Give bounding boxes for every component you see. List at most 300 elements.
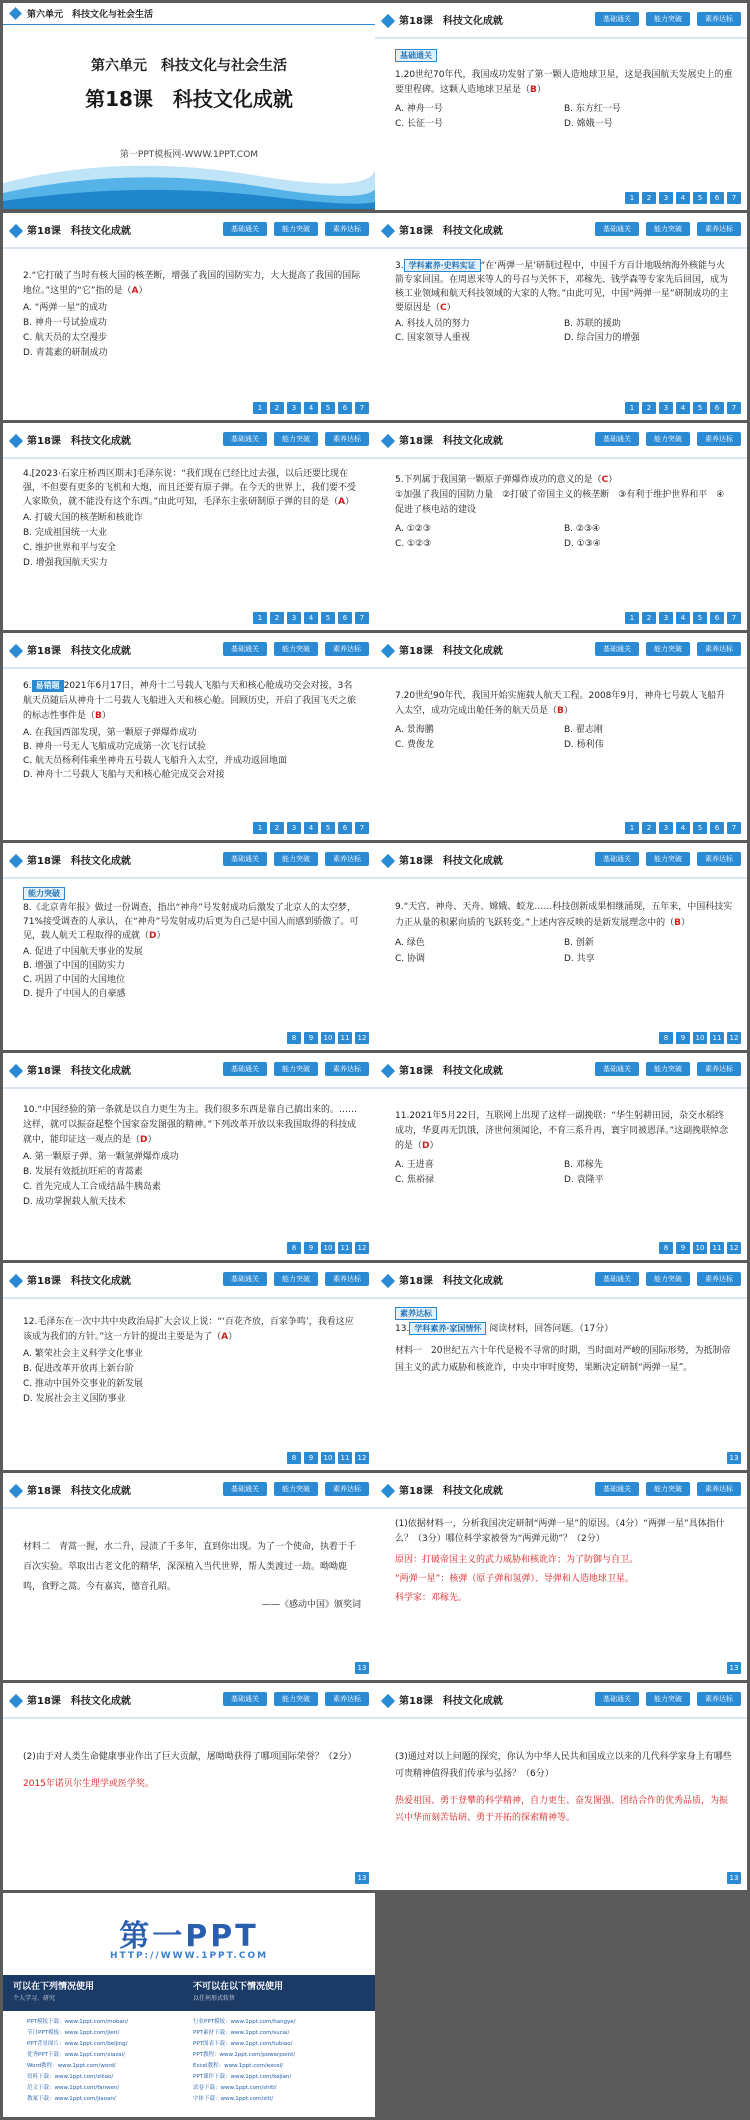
page-link[interactable]: 13 (727, 1662, 741, 1674)
tab-basic[interactable]: 基础通关 (595, 1062, 639, 1076)
tab-literacy[interactable]: 素养达标 (325, 852, 369, 866)
q10-end: ） (147, 1135, 157, 1145)
error-prone-tag: 易错题 (32, 680, 64, 692)
page-link[interactable]: 8 (287, 1032, 301, 1044)
page-link[interactable]: 8 (659, 1032, 673, 1044)
slide-q3[interactable] (375, 213, 747, 420)
page-link[interactable]: 5 (693, 612, 707, 624)
page-link[interactable]: 1 (625, 402, 639, 414)
pagination (287, 1032, 369, 1044)
q5-option-b: B. ②③④ (564, 524, 601, 534)
diamond-icon (9, 434, 23, 448)
page-link[interactable]: 10 (321, 1452, 335, 1464)
slide-q1[interactable] (375, 3, 747, 210)
header-title: 第18课 科技文化成就 (399, 1486, 503, 1497)
pagination (727, 1662, 741, 1674)
header-title: 第18课 科技文化成就 (399, 1696, 503, 1707)
diamond-icon (381, 1274, 395, 1288)
page-link[interactable]: 12 (727, 1032, 741, 1044)
material-2: 材料二 青蒿一握，水二升，浸渍了千多年，直到你出现。为了一个使命，执着于千百次实验。萃取出古老文化的精华，深深植入当代世界，帮人类渡过一劫。呦呦鹿鸣，食野之蒿。今有嘉宾，德音孔昭。 (23, 1542, 357, 1592)
page-link[interactable]: 5 (693, 822, 707, 834)
q11-option-a: A. 王进喜 (395, 1160, 434, 1170)
q12-option-d: D. 发展社会主义国防事业 (23, 1394, 126, 1404)
page-link[interactable]: 3 (659, 822, 673, 834)
material-2-source: ——《感动中国》颁奖词 (261, 1600, 361, 1610)
pagination (659, 1242, 741, 1254)
page-link[interactable]: 2 (270, 612, 284, 624)
tab-basic[interactable]: 基础通关 (223, 852, 267, 866)
page-link[interactable]: 2 (270, 402, 284, 414)
page-link[interactable]: 1 (253, 822, 267, 834)
page-link[interactable]: 4 (304, 612, 318, 624)
q10-option-c: C. 首先完成人工合成结晶牛胰岛素 (23, 1182, 162, 1192)
page-link[interactable]: 11 (338, 1032, 352, 1044)
header-title: 第18课 科技文化成就 (399, 16, 503, 27)
page-link[interactable]: 10 (693, 1032, 707, 1044)
header-title: 第18课 科技文化成就 (27, 1696, 131, 1707)
slide-material-2[interactable] (3, 1473, 375, 1680)
slide-q13[interactable] (375, 1263, 747, 1470)
pagination (727, 1452, 741, 1464)
tab-literacy[interactable]: 素养达标 (325, 642, 369, 656)
page-link[interactable]: 6 (338, 822, 352, 834)
q7-option-b: B. 翟志刚 (564, 725, 603, 735)
section-label: 能力突破 (23, 887, 65, 900)
page-link[interactable]: 13 (355, 1662, 369, 1674)
pagination (253, 402, 369, 414)
question-9 (395, 899, 733, 931)
header-title: 第18课 科技文化成就 (399, 436, 503, 447)
tab-literacy[interactable]: 素养达标 (325, 1272, 369, 1286)
header-title: 第18课 科技文化成就 (27, 646, 131, 657)
q2-option-c: C. 航天员的太空漫步 (23, 333, 108, 343)
resource-link[interactable]: PPT课件下载：www.1ppt.com/kejian/ (193, 2074, 292, 2080)
q6-number: 6. (23, 681, 32, 691)
pagination (659, 1032, 741, 1044)
links-left (27, 2017, 128, 2105)
page-link[interactable]: 11 (338, 1452, 352, 1464)
tab-basic[interactable]: 基础通关 (223, 222, 267, 236)
slide-q5[interactable] (375, 423, 747, 630)
q4-stem: 4.[2023·石家庄桥西区期末]毛泽东说：“我们现在已经比过去强，以后还要比现在强，不但要有更多的飞机和大炮，而且还要有原子弹。在今天的世界上，我们要不受人家欺负，就不能没有这个东西。”由此可知，毛泽东主张研制原子弹的目的是（ (23, 469, 357, 507)
q3-end: ） (446, 303, 456, 313)
tab-basic[interactable]: 基础通关 (595, 852, 639, 866)
slide-q7[interactable] (375, 633, 747, 840)
diamond-icon (381, 434, 395, 448)
tab-ability[interactable]: 能力突破 (646, 1482, 690, 1496)
q3-option-a: A. 科技人员的努力 (395, 319, 470, 329)
pagination (625, 192, 741, 204)
page-link[interactable]: 10 (321, 1242, 335, 1254)
q9-option-d: D. 共享 (564, 954, 595, 964)
tab-literacy[interactable]: 素养达标 (325, 222, 369, 236)
header-title: 第18课 科技文化成就 (399, 1066, 503, 1077)
question-10 (23, 1103, 361, 1148)
tab-literacy[interactable]: 素养达标 (697, 432, 741, 446)
tab-ability[interactable]: 能力突破 (274, 432, 318, 446)
q1-answer: B (530, 85, 537, 95)
page-link[interactable]: 6 (710, 822, 724, 834)
tab-basic[interactable]: 基础通关 (223, 1482, 267, 1496)
q7-option-d: D. 杨利伟 (564, 740, 604, 750)
q3-option-d: D. 综合国力的增强 (564, 333, 640, 343)
q7-end: ） (563, 706, 573, 716)
tab-basic[interactable]: 基础通关 (223, 1272, 267, 1286)
end-slide[interactable] (3, 1893, 375, 2117)
q4-end: ） (345, 497, 355, 507)
page-link[interactable]: 5 (321, 612, 335, 624)
page-link[interactable]: 8 (287, 1242, 301, 1254)
page-link[interactable]: 2 (270, 822, 284, 834)
q4-option-d: D. 增强我国航天实力 (23, 558, 108, 568)
q13-part1-answer-1: 原因：打破帝国主义的武力威胁和核讹诈；为了防御与自卫。 (395, 1555, 639, 1565)
q8-option-a: A. 促进了中国航天事业的发展 (23, 947, 143, 957)
tab-basic[interactable]: 基础通关 (223, 432, 267, 446)
resource-link[interactable]: 教案下载：www.1ppt.com/jiaoan/ (27, 2096, 116, 2102)
slide-q8[interactable] (3, 843, 375, 1050)
tab-ability[interactable]: 能力突破 (646, 222, 690, 236)
page-link[interactable]: 3 (287, 402, 301, 414)
q13-part1-answer-3: 科学家：邓稼先。 (395, 1593, 468, 1603)
section-label: 基础通关 (395, 49, 437, 62)
tab-basic[interactable]: 基础通关 (223, 642, 267, 656)
q2-option-a: A. “两弹一星”的成功 (23, 303, 108, 313)
page-link[interactable]: 1 (625, 192, 639, 204)
tab-literacy[interactable]: 素养达标 (697, 1272, 741, 1286)
page-link[interactable]: 4 (676, 192, 690, 204)
page-link[interactable]: 6 (710, 612, 724, 624)
usage-allowed-title: 可以在下列情况使用 (13, 1982, 95, 1992)
page-link[interactable]: 13 (727, 1452, 741, 1464)
page-link[interactable]: 12 (355, 1452, 369, 1464)
slide-q6[interactable] (3, 633, 375, 840)
page-link[interactable]: 6 (710, 192, 724, 204)
tab-ability[interactable]: 能力突破 (274, 222, 318, 236)
page-link[interactable]: 1 (253, 402, 267, 414)
resource-link[interactable]: Word教程：www.1ppt.com/word/ (27, 2063, 116, 2069)
tab-ability[interactable]: 能力突破 (274, 642, 318, 656)
usage-forbidden-text: 以任何形式转售 (193, 1995, 236, 2002)
tab-literacy[interactable]: 素养达标 (325, 432, 369, 446)
page-link[interactable]: 4 (304, 402, 318, 414)
page-link[interactable]: 5 (321, 822, 335, 834)
question-1 (395, 68, 733, 98)
q13-part1-answer-2: “两弹一星”：核弹（原子弹和氢弹）、导弹和人造地球卫星。 (395, 1574, 634, 1584)
page-link[interactable]: 7 (727, 822, 741, 834)
tab-ability[interactable]: 能力突破 (646, 1272, 690, 1286)
page-link[interactable]: 7 (355, 402, 369, 414)
q5-answer: C (601, 475, 609, 485)
page-link[interactable]: 3 (287, 612, 301, 624)
slide-q13-part2[interactable] (3, 1683, 375, 1890)
q12-option-c: C. 推动中国外交事业的新发展 (23, 1379, 144, 1389)
q2-stem: 2.“它打破了当时有核大国的核垄断，增强了我国的国防实力，大大提高了我国的国际地位。”这里的“它”指的是（ (23, 271, 361, 296)
page-link[interactable]: 7 (727, 192, 741, 204)
diamond-icon (9, 1274, 23, 1288)
page-link[interactable]: 5 (693, 402, 707, 414)
q8-answer: D (149, 931, 157, 941)
q9-option-a: A. 绿色 (395, 938, 425, 948)
page-link[interactable]: 9 (676, 1032, 690, 1044)
tab-ability[interactable]: 能力突破 (646, 642, 690, 656)
q8-option-b: B. 增强了中国的国防实力 (23, 961, 125, 971)
q11-option-c: C. 焦裕禄 (395, 1175, 435, 1185)
page-link[interactable]: 13 (355, 1872, 369, 1884)
tab-basic[interactable]: 基础通关 (595, 12, 639, 26)
page-link[interactable]: 7 (727, 402, 741, 414)
slide-q12[interactable] (3, 1263, 375, 1470)
resource-link[interactable]: 范文下载：www.1ppt.com/fanwen/ (27, 2085, 120, 2091)
pagination (355, 1872, 369, 1884)
tab-literacy[interactable]: 素养达标 (697, 852, 741, 866)
page-link[interactable]: 2 (642, 612, 656, 624)
q13-part3-answer: 热爱祖国、勇于登攀的科学精神，自力更生、奋发图强、团结合作的优秀品质，为振兴中华而刻苦钻研、勇于开拓的探索精神等。 (395, 1796, 729, 1823)
q2-answer: A (131, 286, 139, 296)
q4-option-b: B. 完成祖国统一大业 (23, 528, 107, 538)
tab-ability[interactable]: 能力突破 (274, 1062, 318, 1076)
page-link[interactable]: 5 (321, 402, 335, 414)
diamond-icon (9, 644, 23, 658)
q6-end: ） (101, 711, 111, 721)
tab-literacy[interactable]: 素养达标 (325, 1482, 369, 1496)
tab-ability[interactable]: 能力突破 (646, 432, 690, 446)
page-link[interactable]: 6 (338, 612, 352, 624)
resource-link[interactable]: PPT素材下载：www.1ppt.com/sucai/ (193, 2030, 290, 2036)
page-link[interactable]: 9 (304, 1242, 318, 1254)
literacy-tag: 学科素养·史料实证 (404, 259, 481, 272)
tab-basic[interactable]: 基础通关 (223, 1692, 267, 1706)
page-link[interactable]: 6 (710, 402, 724, 414)
page-link[interactable]: 11 (710, 1032, 724, 1044)
header-title: 第18课 科技文化成就 (27, 1486, 131, 1497)
q4-answer: A (338, 497, 346, 507)
q11-option-d: D. 袁隆平 (564, 1175, 604, 1185)
question-11 (395, 1109, 733, 1154)
page-link[interactable]: 2 (642, 192, 656, 204)
page-link[interactable]: 2 (642, 402, 656, 414)
pagination (727, 1872, 741, 1884)
q1-option-d: D. 嫦娥一号 (564, 119, 613, 129)
q6-option-a: A. 在我国西部发现，第一颗原子弹爆炸成功 (23, 728, 197, 738)
tab-literacy[interactable]: 素养达标 (325, 1692, 369, 1706)
page-link[interactable]: 6 (338, 402, 352, 414)
resource-link[interactable]: 试卷下载：www.1ppt.com/shiti/ (193, 2085, 277, 2091)
tab-literacy[interactable]: 素养达标 (697, 12, 741, 26)
q3-answer: C (440, 303, 447, 313)
cover-unit-bar (3, 3, 375, 25)
slide-q13-part1[interactable] (375, 1473, 747, 1680)
pagination (625, 612, 741, 624)
q9-option-b: B. 创新 (564, 938, 594, 948)
tab-ability[interactable]: 能力突破 (646, 1062, 690, 1076)
resource-link[interactable]: 节日PPT模板：www.1ppt.com/jieri/ (27, 2030, 120, 2036)
q10-option-b: B. 发展有效抵抗旺疟的青蒿素 (23, 1167, 143, 1177)
page-link[interactable]: 10 (321, 1032, 335, 1044)
tab-basic[interactable]: 基础通关 (595, 642, 639, 656)
wave-decoration (3, 153, 375, 209)
tab-literacy[interactable]: 素养达标 (697, 222, 741, 236)
question-12 (23, 1315, 361, 1345)
slide-q9[interactable] (375, 843, 747, 1050)
resource-link[interactable]: 行业PPT模板：www.1ppt.com/hangye/ (193, 2019, 296, 2025)
q8-end: ） (156, 931, 166, 941)
question-5 (395, 473, 733, 488)
page-link[interactable]: 11 (710, 1242, 724, 1254)
page-link[interactable]: 8 (659, 1242, 673, 1254)
header-title: 第18课 科技文化成就 (27, 856, 131, 867)
tab-basic[interactable]: 基础通关 (595, 432, 639, 446)
page-link[interactable]: 7 (727, 612, 741, 624)
q1-option-a: A. 神舟一号 (395, 104, 443, 114)
header-title: 第18课 科技文化成就 (399, 856, 503, 867)
resource-link[interactable]: PPT背景图片：www.1ppt.com/beijing/ (27, 2041, 128, 2047)
q3-stem: “在‘两弹一星’研制过程中，中国千方百计地吸纳海外核能与火箭专家回国。在周恩来等人的号召与关怀下，邓稼先、钱学森等专家先后回国，成为核工业领域和航天科技领域的大家的人物。”由此可见，中国“两弹一星”研制成功的主要原因是（ (395, 261, 729, 313)
slide-q11[interactable] (375, 1053, 747, 1260)
page-link[interactable]: 4 (676, 822, 690, 834)
pagination (355, 1662, 369, 1674)
tab-basic[interactable]: 基础通关 (595, 1692, 639, 1706)
tab-literacy[interactable]: 素养达标 (697, 1692, 741, 1706)
diamond-icon (381, 1064, 395, 1078)
page-link[interactable]: 2 (642, 822, 656, 834)
q12-answer: A (221, 1332, 229, 1342)
question-3 (395, 259, 733, 315)
q3-number: 3. (395, 261, 404, 271)
tab-ability[interactable]: 能力突破 (274, 1482, 318, 1496)
page-link[interactable]: 4 (676, 612, 690, 624)
diamond-icon (9, 1694, 23, 1708)
page-link[interactable]: 12 (355, 1242, 369, 1254)
tab-ability[interactable]: 能力突破 (646, 852, 690, 866)
tab-basic[interactable]: 基础通关 (595, 1272, 639, 1286)
q10-stem: 10.“中国经验的第一条就是以自力更生为主。我们很多东西是靠自己搞出来的。……这样，就可以振奋起整个国家奋发图强的精神。”下列改革开放以来我国取得的科技成就中，能印证这一观点的是（ (23, 1105, 357, 1145)
tab-ability[interactable]: 能力突破 (274, 1272, 318, 1286)
q13-part3-stem: (3)通过对以上问题的探究，你认为中华人民共和国成立以来的几代科学家身上有哪些可贵精神值得我们传承与弘扬？（6分） (395, 1752, 732, 1779)
slide-q10[interactable] (3, 1053, 375, 1260)
q11-end: ） (429, 1141, 439, 1151)
q9-stem: 9.“天宫、神舟、天舟、嫦娥、蛟龙……科技创新成果相继涌现，五年来，中国科技实力正从量的积累向质的飞跃转变。”上述内容反映的是新发展理念中的（ (395, 902, 733, 928)
q7-stem: 7.20世纪90年代，我国开始实施载人航天工程。2008年9月，神舟七号载人飞船升入太空，成功完成出舱任务的航天员是（ (395, 691, 726, 716)
resource-link[interactable]: 字体下载：www.1ppt.com/ziti/ (193, 2096, 274, 2102)
slide-q2[interactable] (3, 213, 375, 420)
site-text: 第一PPT模板网-WWW.1PPT.COM (119, 150, 259, 160)
q10-option-d: D. 成功掌握载人航天技术 (23, 1197, 126, 1207)
tab-ability[interactable]: 能力突破 (646, 12, 690, 26)
section-label: 素养达标 (395, 1307, 437, 1320)
q7-answer: B (557, 706, 564, 716)
page-link[interactable]: 4 (676, 402, 690, 414)
page-link[interactable]: 4 (304, 822, 318, 834)
diamond-icon (381, 14, 395, 28)
q12-option-b: B. 促进改革开放再上新台阶 (23, 1364, 134, 1374)
tab-ability[interactable]: 能力突破 (646, 1692, 690, 1706)
pagination (287, 1242, 369, 1254)
brand-url[interactable]: HTTP://WWW.1PPT.COM (109, 1951, 269, 1961)
page-link[interactable]: 5 (693, 192, 707, 204)
resource-link[interactable]: 优秀PPT下载：www.1ppt.com/xiazai/ (27, 2052, 126, 2058)
diamond-icon (9, 1064, 23, 1078)
question-6 (23, 679, 361, 724)
page-link[interactable]: 7 (355, 612, 369, 624)
question-13 (395, 1322, 733, 1337)
q5-option-d: D. ①③④ (564, 539, 601, 549)
resource-link[interactable]: PPT模板下载：www.1ppt.com/moban/ (27, 2019, 129, 2025)
tab-basic[interactable]: 基础通关 (223, 1062, 267, 1076)
q5-stem: 5.下列属于我国第一颗原子弹爆炸成功的意义的是（ (395, 475, 602, 485)
page-link[interactable]: 3 (659, 402, 673, 414)
usage-allowed-text: 个人学习、研究 (13, 1995, 56, 2002)
page-link[interactable]: 8 (287, 1452, 301, 1464)
q1-option-b: B. 东方红一号 (564, 104, 621, 114)
tab-literacy[interactable]: 素养达标 (697, 642, 741, 656)
resource-link[interactable]: PPT图表下载：www.1ppt.com/tubiao/ (193, 2041, 293, 2047)
q6-stem: 2021年6月17日，神舟十二号载人飞船与天和核心舱成功交会对接，3名航天员随后从神舟十二号载人飞船进入天和核心舱。回顾历史，开启了我国飞天之旅的标志性事件是（ (23, 681, 357, 721)
pagination (253, 822, 369, 834)
tab-ability[interactable]: 能力突破 (274, 852, 318, 866)
header-title: 第18课 科技文化成就 (399, 1276, 503, 1287)
tab-literacy[interactable]: 素养达标 (697, 1482, 741, 1496)
page-link[interactable]: 1 (625, 612, 639, 624)
page-link[interactable]: 1 (625, 822, 639, 834)
slide-q13-part3[interactable] (375, 1683, 747, 1890)
q8-option-c: C. 巩固了中国的大国地位 (23, 975, 126, 985)
q13-part1-stem: (1)依据材料一，分析我国决定研制“两弹一星”的原因。（4分）“两弹一星”具体指什么？（3分）哪位科学家被誉为“两弹元勋”？（2分） (395, 1519, 725, 1544)
tab-ability[interactable]: 能力突破 (274, 1692, 318, 1706)
page-link[interactable]: 12 (355, 1032, 369, 1044)
tab-basic[interactable]: 基础通关 (595, 222, 639, 236)
page-link[interactable]: 9 (676, 1242, 690, 1254)
unit-title: 第六单元 科技文化与社会生活 (91, 58, 287, 74)
slide-q4[interactable] (3, 423, 375, 630)
tab-literacy[interactable]: 素养达标 (697, 1062, 741, 1076)
page-link[interactable]: 1 (253, 612, 267, 624)
diamond-icon (381, 644, 395, 658)
pagination (287, 1452, 369, 1464)
cover-slide[interactable] (3, 3, 375, 209)
resource-link[interactable]: Excel教程：www.1ppt.com/excel/ (193, 2063, 284, 2069)
q8-stem: 8.《北京青年报》做过一份调查，指出“神舟”号发射成功后激发了北京人的太空梦，71%接受调查的人承认，在“神舟”号发射成功后更为自己是中国人而感到骄傲了。可见，载人航天工程取得的成就（ (23, 903, 359, 941)
resource-link[interactable]: PPT教程：www.1ppt.com/powerpoint/ (193, 2052, 296, 2058)
q6-option-c: C. 航天员杨利伟乘坐神舟五号载人飞船升入太空，并成功返回地面 (23, 756, 288, 766)
page-link[interactable]: 9 (304, 1032, 318, 1044)
page-link[interactable]: 12 (727, 1242, 741, 1254)
tab-literacy[interactable]: 素养达标 (325, 1062, 369, 1076)
resource-link[interactable]: 资料下载：www.1ppt.com/ziliao/ (27, 2074, 114, 2080)
diamond-icon (9, 224, 23, 238)
page-link[interactable]: 3 (287, 822, 301, 834)
page-link[interactable]: 13 (727, 1872, 741, 1884)
q12-end: ） (228, 1332, 238, 1342)
q3-option-b: B. 苏联的援助 (564, 319, 621, 329)
page-link[interactable]: 7 (355, 822, 369, 834)
question-8 (23, 901, 361, 943)
tab-basic[interactable]: 基础通关 (595, 1482, 639, 1496)
pagination (625, 822, 741, 834)
page-link[interactable]: 3 (659, 612, 673, 624)
page-link[interactable]: 3 (659, 192, 673, 204)
cover-unit-bar-text: 第六单元 科技文化与社会生活 (27, 10, 154, 20)
page-link[interactable]: 10 (693, 1242, 707, 1254)
header-title: 第18课 科技文化成就 (399, 646, 503, 657)
page-link[interactable]: 9 (304, 1452, 318, 1464)
material-1: 材料一 20世纪五六十年代是极不寻常的时期，当时面对严峻的国际形势，为抵制帝国主义的武力威胁和核讹诈，中央中审时度势，果断决定研制“两弹一星”。 (395, 1346, 731, 1373)
q11-option-b: B. 邓稼先 (564, 1160, 603, 1170)
header-title: 第18课 科技文化成就 (399, 226, 503, 237)
q1-end: ） (536, 85, 546, 95)
q6-option-b: B. 神舟一号无人飞船成功完成第一次飞行试验 (23, 742, 206, 752)
page-link[interactable]: 11 (338, 1242, 352, 1254)
q13-part2-answer: 2015年诺贝尔生理学或医学奖。 (23, 1779, 154, 1789)
